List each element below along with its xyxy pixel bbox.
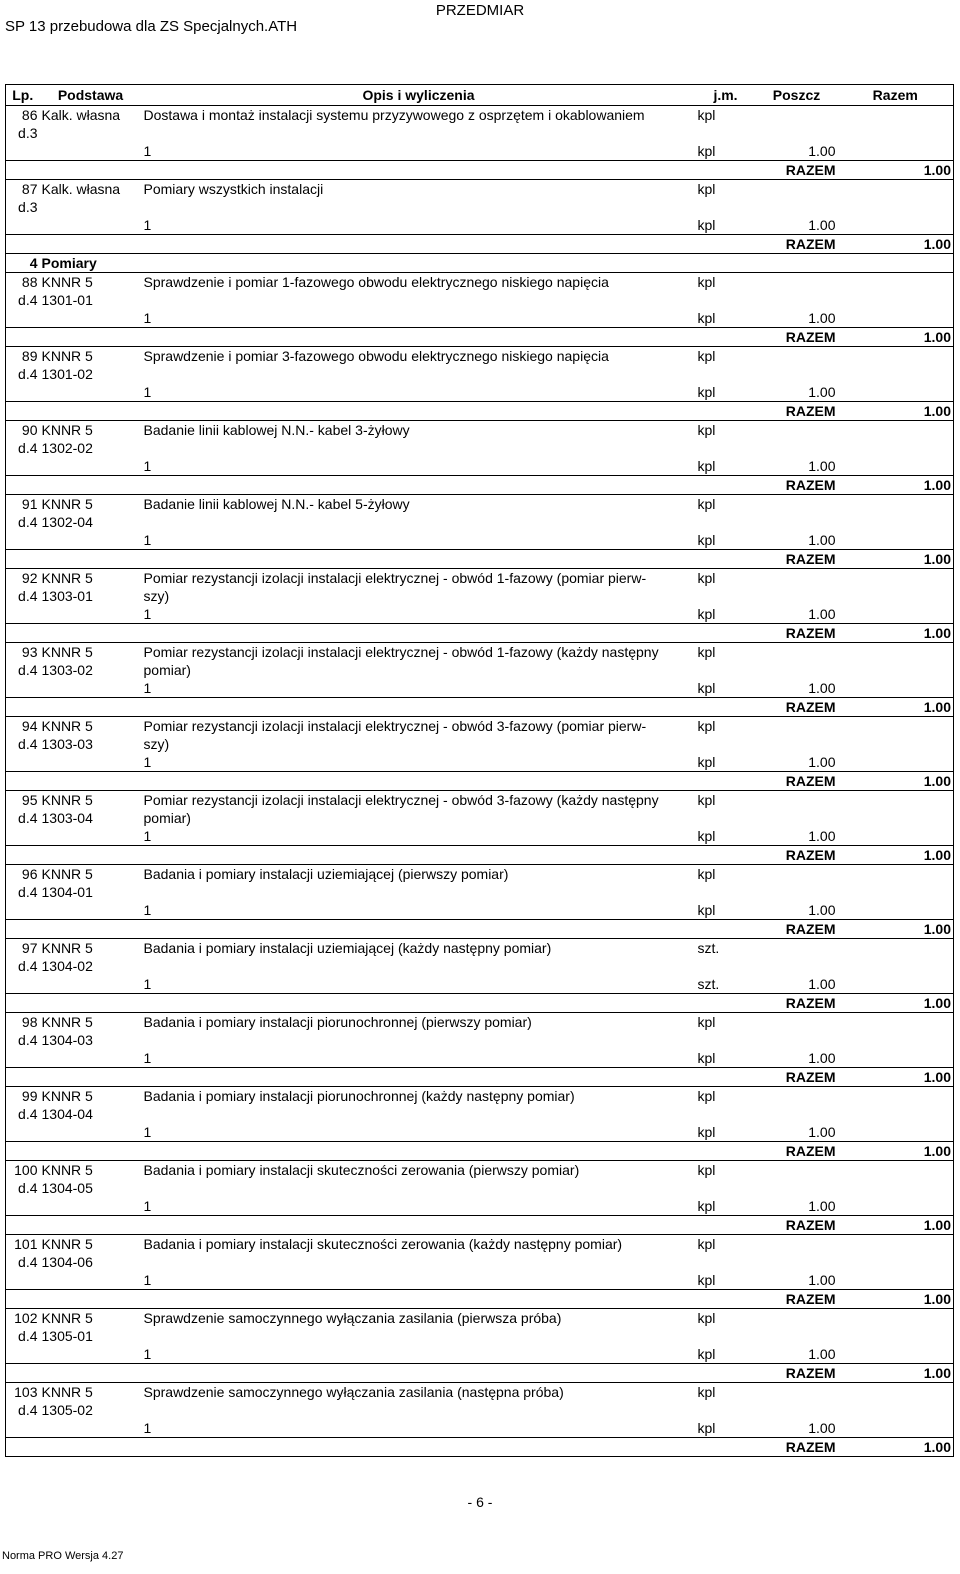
item-razem-value: 1.00 <box>838 1364 954 1383</box>
item-podstawa-dict: d.4 <box>6 587 40 605</box>
item-quantity-unit: kpl <box>697 828 716 844</box>
podstawa-code: 1303-04 <box>41 810 93 826</box>
section-row <box>6 254 954 273</box>
item-razem-value: 1.00 <box>838 994 954 1013</box>
table-row <box>6 865 954 939</box>
item-description-cont: pomiar) <box>143 662 191 678</box>
item-podstawa: KNNR 5 <box>41 792 93 808</box>
item-description: Sprawdzenie samoczynnego wyłączania zasilania (następna próba) <box>143 1384 564 1400</box>
item-description: Badanie linii kablowej N.N.- kabel 5-żyłowy <box>143 496 410 512</box>
item-unit: kpl <box>697 1310 716 1326</box>
item-unit: kpl <box>697 644 716 660</box>
podstawa-code: 1304-05 <box>41 1180 93 1196</box>
item-quantity: 1 <box>143 1346 152 1362</box>
item-lp: 94 <box>6 717 40 736</box>
item-podstawa-dict: d.4 <box>6 1327 40 1345</box>
item-quantity-unit: kpl <box>697 680 716 696</box>
item-description-cont: pomiar) <box>143 810 191 826</box>
item-razem-value: 1.00 <box>838 476 954 495</box>
item-razem-label: RAZEM <box>756 476 838 495</box>
item-description: Badania i pomiary instalacji skuteczności zerowania (pierwszy pomiar) <box>143 1162 580 1178</box>
item-razem-label: RAZEM <box>756 1068 838 1087</box>
item-poszcz-value: 1.00 <box>808 310 836 326</box>
podstawa-code: 1303-02 <box>41 662 93 678</box>
item-unit: kpl <box>697 496 716 512</box>
item-lp: 102 <box>6 1309 40 1328</box>
podstawa-code: 1305-01 <box>41 1328 93 1344</box>
podstawa-code: 1303-01 <box>41 588 93 604</box>
item-quantity-unit: kpl <box>697 532 716 548</box>
item-quantity: 1 <box>143 532 152 548</box>
item-poszcz-value: 1.00 <box>808 458 836 474</box>
column-header-podstawa: Podstawa <box>40 85 142 106</box>
item-lp: 95 <box>6 791 40 810</box>
podstawa-code: 1304-03 <box>41 1032 93 1048</box>
item-quantity-unit: kpl <box>697 458 716 474</box>
item-poszcz-value: 1.00 <box>808 976 836 992</box>
item-podstawa: Kalk. własna <box>41 107 121 123</box>
software-version: Norma PRO Wersja 4.27 <box>2 1550 124 1562</box>
item-lp: 93 <box>6 643 40 662</box>
item-razem-label: RAZEM <box>756 328 838 347</box>
table-row <box>6 347 954 421</box>
section-number: 4 <box>6 254 40 273</box>
item-razem-value: 1.00 <box>838 698 954 717</box>
column-header-jm: j.m. <box>696 85 756 106</box>
item-podstawa-dict: d.4 <box>6 1253 40 1271</box>
item-quantity-unit: kpl <box>697 143 716 159</box>
item-razem-value: 1.00 <box>838 1142 954 1161</box>
item-poszcz-value: 1.00 <box>808 384 836 400</box>
item-quantity-unit: kpl <box>697 606 716 622</box>
podstawa-code: 1302-02 <box>41 440 93 456</box>
item-podstawa-dict: d.4 <box>6 513 40 531</box>
item-razem-value: 1.00 <box>838 328 954 347</box>
item-unit: kpl <box>697 1162 716 1178</box>
item-razem-value: 1.00 <box>838 550 954 569</box>
table-row <box>6 717 954 791</box>
item-poszcz-value: 1.00 <box>808 1272 836 1288</box>
podstawa-code: 1305-02 <box>41 1402 93 1418</box>
item-description: Sprawdzenie i pomiar 1-fazowego obwodu elektrycznego niskiego napięcia <box>143 274 609 290</box>
item-razem-value: 1.00 <box>838 1216 954 1235</box>
item-podstawa: KNNR 5 <box>41 1014 93 1030</box>
item-lp: 86 <box>6 106 40 125</box>
item-lp: 87 <box>6 180 40 199</box>
cost-estimate-table <box>5 84 954 1457</box>
item-podstawa-dict: d.4 <box>6 957 40 975</box>
item-podstawa: KNNR 5 <box>41 348 93 364</box>
item-description: Pomiary wszystkich instalacji <box>143 181 324 197</box>
item-podstawa: KNNR 5 <box>41 866 93 882</box>
item-razem-value: 1.00 <box>838 161 954 180</box>
table-row <box>6 1235 954 1309</box>
podstawa-code: 1301-02 <box>41 366 93 382</box>
item-quantity: 1 <box>143 143 152 159</box>
item-quantity-unit: kpl <box>697 1050 716 1066</box>
item-lp: 89 <box>6 347 40 366</box>
item-quantity-unit: szt. <box>697 976 720 992</box>
item-podstawa-dict: d.4 <box>6 661 40 679</box>
item-quantity: 1 <box>143 458 152 474</box>
item-razem-label: RAZEM <box>756 1364 838 1383</box>
item-description-cont: szy) <box>143 588 170 604</box>
item-razem-value: 1.00 <box>838 624 954 643</box>
item-podstawa: KNNR 5 <box>41 1384 93 1400</box>
item-lp: 92 <box>6 569 40 588</box>
item-description: Pomiar rezystancji izolacji instalacji elektrycznej - obwód 3-fazowy (pomiar pierw- <box>143 718 647 734</box>
column-header-poszcz: Poszcz <box>756 85 838 106</box>
item-razem-label: RAZEM <box>756 402 838 421</box>
item-lp: 101 <box>6 1235 40 1254</box>
item-unit: kpl <box>697 792 716 808</box>
item-description: Pomiar rezystancji izolacji instalacji elektrycznej - obwód 3-fazowy (każdy następny <box>143 792 659 808</box>
item-razem-label: RAZEM <box>756 235 838 254</box>
item-poszcz-value: 1.00 <box>808 217 836 233</box>
item-unit: kpl <box>697 718 716 734</box>
item-lp: 97 <box>6 939 40 958</box>
item-description: Badania i pomiary instalacji piorunochronnej (każdy następny pomiar) <box>143 1088 575 1104</box>
item-podstawa-dict: d.3 <box>6 198 40 216</box>
item-podstawa: KNNR 5 <box>41 644 93 660</box>
table-row <box>6 273 954 347</box>
item-description: Pomiar rezystancji izolacji instalacji elektrycznej - obwód 1-fazowy (każdy następny <box>143 644 659 660</box>
item-razem-value: 1.00 <box>838 402 954 421</box>
item-poszcz-value: 1.00 <box>808 1346 836 1362</box>
file-name: SP 13 przebudowa dla ZS Specjalnych.ATH <box>5 18 298 35</box>
item-unit: kpl <box>697 422 716 438</box>
item-poszcz-value: 1.00 <box>808 1124 836 1140</box>
table-row <box>6 421 954 495</box>
item-description: Dostawa i montaż instalacji systemu przyzywowego z osprzętem i okablowaniem <box>143 107 645 123</box>
item-quantity-unit: kpl <box>697 1346 716 1362</box>
item-description: Sprawdzenie i pomiar 3-fazowego obwodu elektrycznego niskiego napięcia <box>143 348 609 364</box>
table-row <box>6 495 954 569</box>
podstawa-code: 1301-01 <box>41 292 93 308</box>
column-header-lp: Lp. <box>6 85 40 106</box>
item-unit: kpl <box>697 107 716 123</box>
item-lp: 91 <box>6 495 40 514</box>
item-lp: 100 <box>6 1161 40 1180</box>
item-unit: kpl <box>697 348 716 364</box>
item-podstawa-dict: d.4 <box>6 291 40 309</box>
item-unit: szt. <box>697 940 720 956</box>
item-lp: 99 <box>6 1087 40 1106</box>
item-razem-value: 1.00 <box>838 1068 954 1087</box>
item-quantity: 1 <box>143 828 152 844</box>
item-description: Badania i pomiary instalacji uziemiającej (pierwszy pomiar) <box>143 866 509 882</box>
item-poszcz-value: 1.00 <box>808 606 836 622</box>
item-poszcz-value: 1.00 <box>808 532 836 548</box>
item-unit: kpl <box>697 1088 716 1104</box>
item-quantity: 1 <box>143 310 152 326</box>
item-podstawa: KNNR 5 <box>41 1162 93 1178</box>
item-description: Badanie linii kablowej N.N.- kabel 3-żyłowy <box>143 422 410 438</box>
item-podstawa: KNNR 5 <box>41 1236 93 1252</box>
item-podstawa-dict: d.4 <box>6 1401 40 1419</box>
item-unit: kpl <box>697 570 716 586</box>
item-razem-label: RAZEM <box>756 772 838 791</box>
item-quantity: 1 <box>143 384 152 400</box>
item-quantity: 1 <box>143 1124 152 1140</box>
item-poszcz-value: 1.00 <box>808 1050 836 1066</box>
table-row <box>6 1309 954 1383</box>
item-quantity-unit: kpl <box>697 902 716 918</box>
podstawa-code: 1304-02 <box>41 958 93 974</box>
podstawa-code: 1304-04 <box>41 1106 93 1122</box>
item-podstawa: KNNR 5 <box>41 940 93 956</box>
item-podstawa-dict: d.4 <box>6 1179 40 1197</box>
item-description: Badania i pomiary instalacji piorunochronnej (pierwszy pomiar) <box>143 1014 532 1030</box>
item-poszcz-value: 1.00 <box>808 902 836 918</box>
item-quantity-unit: kpl <box>697 217 716 233</box>
item-podstawa: KNNR 5 <box>41 1310 93 1326</box>
item-quantity-unit: kpl <box>697 1198 716 1214</box>
podstawa-code: 1304-06 <box>41 1254 93 1270</box>
item-poszcz-value: 1.00 <box>808 143 836 159</box>
item-podstawa: KNNR 5 <box>41 496 93 512</box>
section-title: Pomiary <box>41 255 97 271</box>
item-quantity: 1 <box>143 1050 152 1066</box>
item-quantity: 1 <box>143 606 152 622</box>
item-razem-label: RAZEM <box>756 624 838 643</box>
item-razem-label: RAZEM <box>756 1216 838 1235</box>
item-podstawa-dict: d.4 <box>6 883 40 901</box>
table-row <box>6 106 954 180</box>
item-lp: 88 <box>6 273 40 292</box>
table-row <box>6 1161 954 1235</box>
item-unit: kpl <box>697 866 716 882</box>
column-header-opis: Opis i wyliczenia <box>142 85 696 106</box>
item-podstawa-dict: d.4 <box>6 1031 40 1049</box>
item-podstawa-dict: d.3 <box>6 124 40 142</box>
item-poszcz-value: 1.00 <box>808 1420 836 1436</box>
podstawa-code: 1303-03 <box>41 736 93 752</box>
podstawa-code: 1304-01 <box>41 884 93 900</box>
item-podstawa-dict: d.4 <box>6 365 40 383</box>
item-razem-value: 1.00 <box>838 1290 954 1309</box>
page-number: - 6 - <box>467 1494 493 1510</box>
document-type: PRZEDMIAR <box>435 2 525 19</box>
item-razem-value: 1.00 <box>838 772 954 791</box>
item-lp: 96 <box>6 865 40 884</box>
item-unit: kpl <box>697 274 716 290</box>
item-quantity: 1 <box>143 217 152 233</box>
item-quantity: 1 <box>143 1198 152 1214</box>
item-lp: 103 <box>6 1383 40 1402</box>
item-description-cont: szy) <box>143 736 170 752</box>
item-razem-label: RAZEM <box>756 1438 838 1457</box>
item-description: Badania i pomiary instalacji uziemiającej (każdy następny pomiar) <box>143 940 552 956</box>
item-quantity: 1 <box>143 1272 152 1288</box>
item-description: Sprawdzenie samoczynnego wyłączania zasilania (pierwsza próba) <box>143 1310 562 1326</box>
item-podstawa-dict: d.4 <box>6 809 40 827</box>
item-razem-label: RAZEM <box>756 920 838 939</box>
item-quantity-unit: kpl <box>697 1124 716 1140</box>
item-unit: kpl <box>697 1014 716 1030</box>
item-poszcz-value: 1.00 <box>808 828 836 844</box>
item-unit: kpl <box>697 1384 716 1400</box>
item-podstawa: KNNR 5 <box>41 570 93 586</box>
table-header-row <box>6 85 954 106</box>
item-podstawa-dict: d.4 <box>6 735 40 753</box>
item-unit: kpl <box>697 181 716 197</box>
item-podstawa-dict: d.4 <box>6 1105 40 1123</box>
podstawa-code: 1302-04 <box>41 514 93 530</box>
item-quantity-unit: kpl <box>697 1272 716 1288</box>
item-razem-value: 1.00 <box>838 846 954 865</box>
table-row <box>6 569 954 643</box>
item-razem-label: RAZEM <box>756 550 838 569</box>
item-quantity: 1 <box>143 754 152 770</box>
item-razem-value: 1.00 <box>838 235 954 254</box>
item-quantity-unit: kpl <box>697 754 716 770</box>
item-description: Pomiar rezystancji izolacji instalacji elektrycznej - obwód 1-fazowy (pomiar pierw- <box>143 570 647 586</box>
item-podstawa: KNNR 5 <box>41 718 93 734</box>
column-header-razem: Razem <box>838 85 954 106</box>
item-razem-value: 1.00 <box>838 920 954 939</box>
item-razem-label: RAZEM <box>756 161 838 180</box>
item-description: Badania i pomiary instalacji skuteczności zerowania (każdy następny pomiar) <box>143 1236 623 1252</box>
item-quantity: 1 <box>143 680 152 696</box>
item-quantity-unit: kpl <box>697 1420 716 1436</box>
item-unit: kpl <box>697 1236 716 1252</box>
item-quantity: 1 <box>143 1420 152 1436</box>
item-quantity: 1 <box>143 902 152 918</box>
item-poszcz-value: 1.00 <box>808 754 836 770</box>
item-razem-label: RAZEM <box>756 994 838 1013</box>
item-quantity-unit: kpl <box>697 310 716 326</box>
item-podstawa: KNNR 5 <box>41 422 93 438</box>
table-row <box>6 643 954 717</box>
table-row <box>6 939 954 1013</box>
item-poszcz-value: 1.00 <box>808 680 836 696</box>
table-row <box>6 180 954 254</box>
item-razem-label: RAZEM <box>756 698 838 717</box>
item-razem-label: RAZEM <box>756 1142 838 1161</box>
item-razem-label: RAZEM <box>756 1290 838 1309</box>
item-podstawa: KNNR 5 <box>41 274 93 290</box>
item-quantity-unit: kpl <box>697 384 716 400</box>
item-podstawa-dict: d.4 <box>6 439 40 457</box>
table-row <box>6 1383 954 1457</box>
item-podstawa: Kalk. własna <box>41 181 121 197</box>
item-quantity: 1 <box>143 976 152 992</box>
item-podstawa: KNNR 5 <box>41 1088 93 1104</box>
item-lp: 90 <box>6 421 40 440</box>
item-razem-label: RAZEM <box>756 846 838 865</box>
item-razem-value: 1.00 <box>838 1438 954 1457</box>
table-row <box>6 1013 954 1087</box>
item-poszcz-value: 1.00 <box>808 1198 836 1214</box>
table-row <box>6 791 954 865</box>
item-lp: 98 <box>6 1013 40 1032</box>
table-row <box>6 1087 954 1161</box>
